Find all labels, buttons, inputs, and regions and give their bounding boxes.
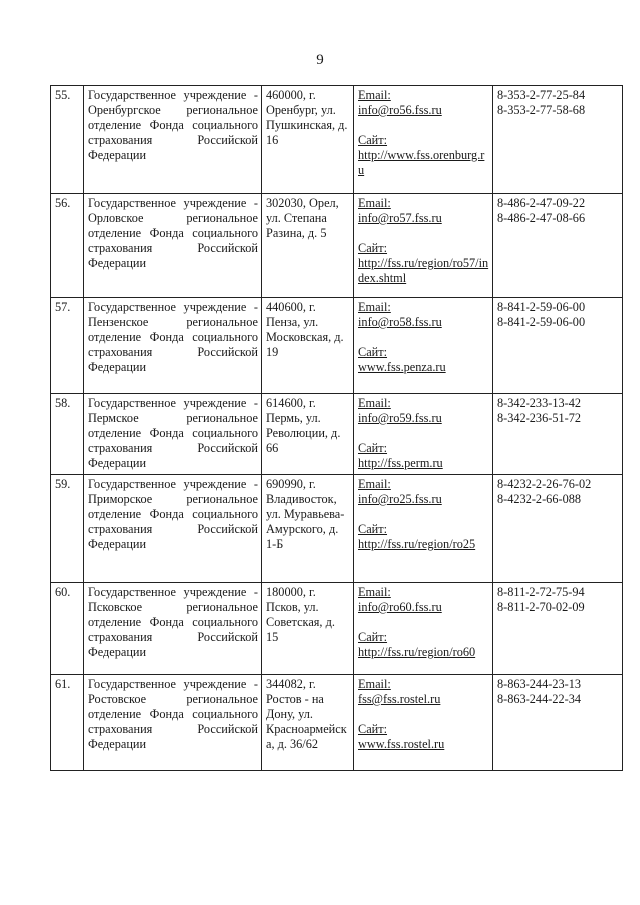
phone-number: 8-353-2-77-58-68 — [497, 103, 586, 117]
phone-number: 8-486-2-47-09-22 — [497, 196, 586, 210]
email-link[interactable]: fss@fss.rostel.ru — [358, 692, 441, 706]
phone-number: 8-342-236-51-72 — [497, 411, 582, 425]
email-label: Email: — [358, 396, 391, 410]
phone-number: 8-486-2-47-08-66 — [497, 211, 586, 225]
email-link[interactable]: info@ro60.fss.ru — [358, 600, 442, 614]
postal-address: 302030, Орел, ул. Степана Разина, д. 5 — [262, 194, 354, 298]
institution-name: Государственное учреждение - Ростовское региональное отделение Фонда социального страхования Российской Федерации — [84, 675, 262, 771]
row-number: 59. — [51, 475, 84, 583]
phone-cell — [493, 675, 623, 771]
email-label: Email: — [358, 677, 391, 691]
table-row — [51, 194, 623, 298]
page-number: 9 — [316, 52, 324, 68]
postal-address: 180000, г. Псков, ул. Советская, д. 15 — [262, 583, 354, 675]
phone-number: 8-863-244-23-13 — [497, 677, 582, 691]
email-label: Email: — [358, 88, 391, 102]
site-label: Сайт: — [358, 522, 388, 536]
website-link[interactable]: http://www.fss.orenburg.ru — [358, 148, 485, 177]
email-label: Email: — [358, 477, 391, 491]
email-link[interactable]: info@ro25.fss.ru — [358, 492, 442, 506]
email-link[interactable]: info@ro57.fss.ru — [358, 211, 442, 225]
row-number: 56. — [51, 194, 84, 298]
site-label: Сайт: — [358, 722, 388, 736]
row-number: 60. — [51, 583, 84, 675]
table-row — [51, 583, 623, 675]
site-label: Сайт: — [358, 630, 388, 644]
institution-name: Государственное учреждение - Оренбургское региональное отделение Фонда социального страхования Российской Федерации — [84, 86, 262, 194]
institution-name: Государственное учреждение - Пермское региональное отделение Фонда социального страхования Российской Федерации — [84, 394, 262, 475]
email-link[interactable]: info@ro58.fss.ru — [358, 315, 442, 329]
phone-number: 8-841-2-59-06-00 — [497, 300, 586, 314]
table-row — [51, 675, 623, 771]
row-number: 58. — [51, 394, 84, 475]
table-row — [51, 86, 623, 194]
table-row — [51, 475, 623, 583]
phone-cell — [493, 298, 623, 394]
phone-number: 8-4232-2-26-76-02 — [497, 477, 592, 491]
phone-cell — [493, 194, 623, 298]
site-label: Сайт: — [358, 441, 388, 455]
row-number: 55. — [51, 86, 84, 194]
site-label: Сайт: — [358, 345, 388, 359]
email-label: Email: — [358, 300, 391, 314]
phone-number: 8-811-2-72-75-94 — [497, 585, 585, 599]
postal-address: 344082, г. Ростов - на Дону, ул. Красноармейска, д. 36/62 — [262, 675, 354, 771]
table-row — [51, 394, 623, 475]
institution-name: Государственное учреждение - Приморское региональное отделение Фонда социального страхования Российской Федерации — [84, 475, 262, 583]
row-number: 61. — [51, 675, 84, 771]
website-link[interactable]: www.fss.rostel.ru — [358, 737, 445, 751]
website-link[interactable]: http://fss.perm.ru — [358, 456, 443, 470]
contact-cell — [354, 86, 493, 194]
postal-address: 690990, г. Владивосток, ул. Муравьева-Амурского, д. 1-Б — [262, 475, 354, 583]
website-link[interactable]: http://fss.ru/region/ro57/index.shtml — [358, 256, 489, 285]
website-link[interactable]: www.fss.penza.ru — [358, 360, 446, 374]
phone-cell — [493, 475, 623, 583]
website-link[interactable]: http://fss.ru/region/ro60 — [358, 645, 476, 659]
institution-name: Государственное учреждение - Псковское региональное отделение Фонда социального страхования Российской Федерации — [84, 583, 262, 675]
website-link[interactable]: http://fss.ru/region/ro25 — [358, 537, 476, 551]
contact-cell — [354, 475, 493, 583]
fss-offices-table — [50, 85, 623, 771]
table-row — [51, 298, 623, 394]
phone-number: 8-863-244-22-34 — [497, 692, 582, 706]
phone-number: 8-353-2-77-25-84 — [497, 88, 586, 102]
contact-cell — [354, 298, 493, 394]
phone-number: 8-4232-2-66-088 — [497, 492, 582, 506]
contact-cell — [354, 675, 493, 771]
phone-number: 8-342-233-13-42 — [497, 396, 582, 410]
contact-cell — [354, 394, 493, 475]
postal-address: 460000, г. Оренбург, ул. Пушкинская, д. 16 — [262, 86, 354, 194]
email-link[interactable]: info@ro59.fss.ru — [358, 411, 442, 425]
email-label: Email: — [358, 585, 391, 599]
email-label: Email: — [358, 196, 391, 210]
phone-cell — [493, 394, 623, 475]
postal-address: 614600, г. Пермь, ул. Революции, д. 66 — [262, 394, 354, 475]
institution-name: Государственное учреждение - Пензенское региональное отделение Фонда социального страхования Российской Федерации — [84, 298, 262, 394]
contact-cell — [354, 583, 493, 675]
site-label: Сайт: — [358, 133, 388, 147]
phone-number: 8-841-2-59-06-00 — [497, 315, 586, 329]
phone-number: 8-811-2-70-02-09 — [497, 600, 585, 614]
email-link[interactable]: info@ro56.fss.ru — [358, 103, 442, 117]
row-number: 57. — [51, 298, 84, 394]
postal-address: 440600, г. Пенза, ул. Московская, д. 19 — [262, 298, 354, 394]
phone-cell — [493, 583, 623, 675]
site-label: Сайт: — [358, 241, 388, 255]
phone-cell — [493, 86, 623, 194]
contact-cell — [354, 194, 493, 298]
institution-name: Государственное учреждение - Орловское региональное отделение Фонда социального страхования Российской Федерации — [84, 194, 262, 298]
